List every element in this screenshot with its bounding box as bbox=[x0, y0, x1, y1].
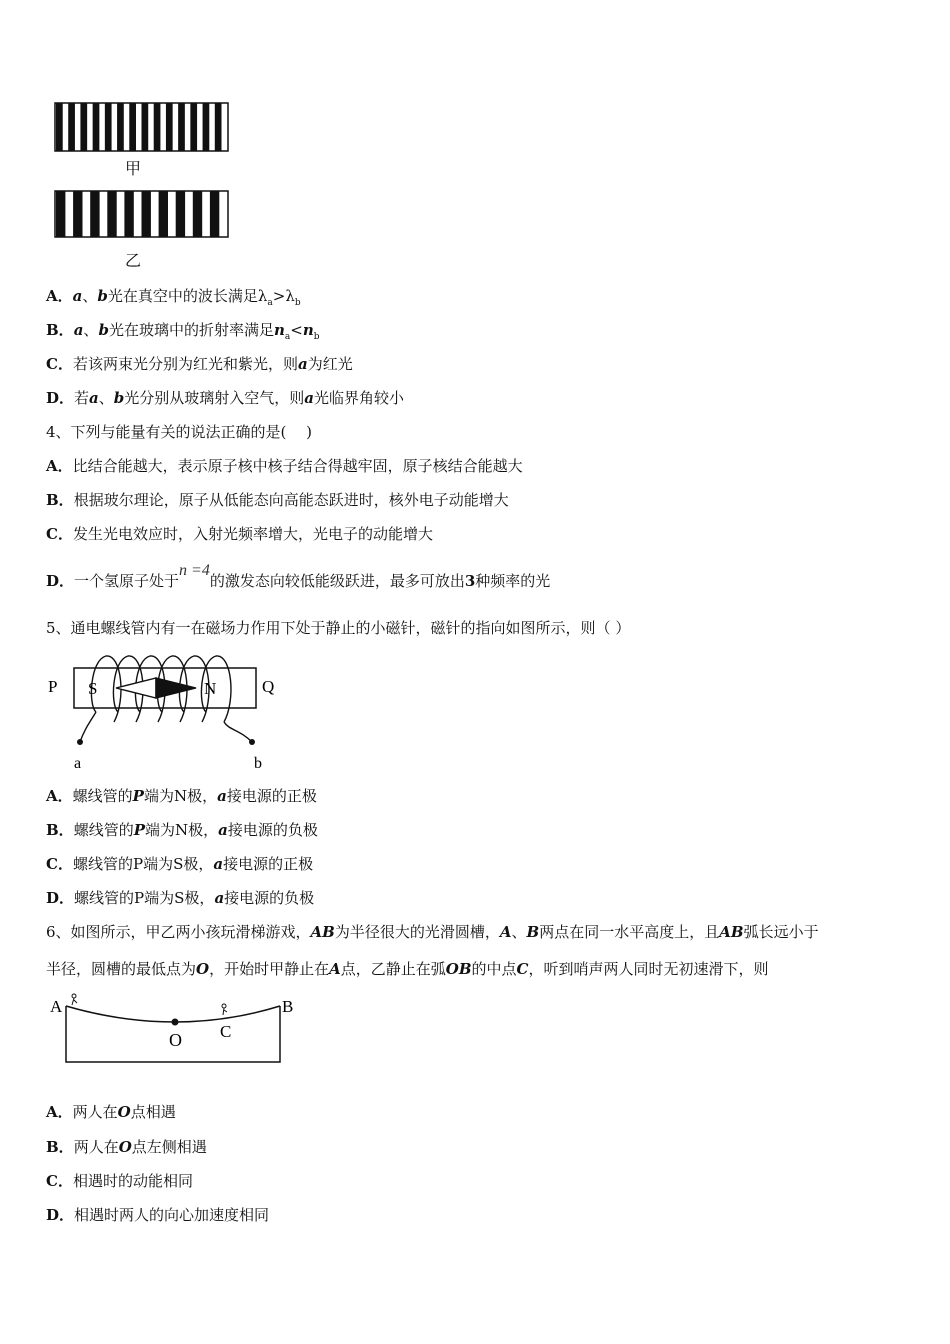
lead-a-terminal bbox=[77, 739, 83, 745]
q4-option-d: D．一个氢原子处于n =4的激发态向较低能级跃进，最多可放出3种频率的光 bbox=[46, 562, 551, 590]
child-yi-icon bbox=[222, 1004, 227, 1015]
grating-stripe bbox=[117, 103, 124, 151]
track-figure bbox=[48, 992, 300, 1068]
lead-b-label: b bbox=[254, 755, 262, 772]
grating-stripe bbox=[56, 103, 63, 151]
lead-a-label: a bbox=[74, 755, 82, 772]
grating-stripe bbox=[142, 103, 149, 151]
solenoid-coil bbox=[80, 656, 252, 742]
q3-option-c: C．若该两束光分别为红光和紫光，则a为红光 bbox=[46, 355, 353, 373]
q6-stem-line-2: 半径，圆槽的最低点为O，开始时甲静止在A点，乙静止在弧OB的中点C，听到哨声两人同时无初速滑下，则 bbox=[46, 960, 769, 978]
child-jia-icon bbox=[72, 994, 77, 1005]
grating-stripe bbox=[93, 103, 100, 151]
grating-stripe bbox=[178, 103, 185, 151]
q6-option-a: A．两人在O点相遇 bbox=[46, 1103, 176, 1121]
track-label-o: O bbox=[169, 1030, 182, 1050]
n-equals-4-formula: n =4 bbox=[179, 562, 210, 579]
grating-stripe bbox=[129, 103, 136, 151]
grating-stripe bbox=[210, 191, 219, 237]
q6-option-b: B．两人在O点左侧相遇 bbox=[46, 1138, 207, 1156]
point-o bbox=[172, 1019, 179, 1026]
grating-stripe bbox=[203, 103, 210, 151]
track-label-c: C bbox=[220, 1022, 232, 1041]
grating-stripe bbox=[215, 103, 222, 151]
q3-option-a: A．a、b光在真空中的波长满足$\lambda_a>\lambda_b$ bbox=[46, 287, 301, 308]
q6-option-d: D．相遇时两人的向心加速度相同 bbox=[46, 1206, 270, 1224]
grating-stripe bbox=[124, 191, 133, 237]
solenoid-figure bbox=[44, 650, 294, 775]
q3-option-d: D．若a、b光分别从玻璃射入空气，则a光临界角较小 bbox=[46, 389, 405, 407]
lead-b-terminal bbox=[249, 739, 255, 745]
grating-a-caption: 甲 bbox=[125, 159, 142, 178]
track-label-a: A bbox=[50, 997, 63, 1016]
grating-stripe bbox=[166, 103, 173, 151]
grating-stripe bbox=[80, 103, 87, 151]
q5-option-c: C．螺线管的P端为S极，a接电源的正极 bbox=[46, 855, 314, 873]
needle-n-half bbox=[156, 678, 196, 698]
q5-option-a: A．螺线管的P端为N极，a接电源的正极 bbox=[46, 787, 317, 805]
solenoid-label-p: P bbox=[48, 677, 58, 696]
grating-stripe bbox=[90, 191, 99, 237]
q6-option-c: C．相遇时的动能相同 bbox=[46, 1172, 193, 1190]
q4-option-c: C．发生光电效应时，入射光频率增大，光电子的动能增大 bbox=[46, 525, 433, 543]
q5-stem: 5、通电螺线管内有一在磁场力作用下处于静止的小磁针，磁针的指向如图所示，则（ ） bbox=[46, 619, 631, 637]
grating-stripe bbox=[142, 191, 151, 237]
grating-stripe bbox=[176, 191, 185, 237]
grating-figure-a bbox=[54, 102, 229, 152]
solenoid-label-q: Q bbox=[262, 677, 275, 696]
grating-stripe bbox=[56, 191, 65, 237]
grating-figure-b bbox=[54, 190, 229, 238]
track-label-b: B bbox=[282, 997, 294, 1016]
grating-stripe bbox=[193, 191, 202, 237]
core-label-s: S bbox=[88, 679, 98, 698]
core-label-n: N bbox=[204, 679, 217, 698]
grating-stripe bbox=[107, 191, 116, 237]
q3-option-b: B．a、b光在玻璃中的折射率满足$n_a<n_b$ bbox=[46, 321, 320, 342]
grating-stripe bbox=[105, 103, 112, 151]
grating-stripe bbox=[159, 191, 168, 237]
q5-option-b: B．螺线管的P端为N极，a接电源的负极 bbox=[46, 821, 318, 839]
grating-stripe bbox=[154, 103, 161, 151]
q4-stem: 4、下列与能量有关的说法正确的是( ) bbox=[46, 423, 313, 441]
grating-stripe bbox=[190, 103, 197, 151]
q4-option-a: A．比结合能越大，表示原子核中核子结合得越牢固，原子核结合能越大 bbox=[46, 457, 523, 475]
q6-stem-line-1: 6、如图所示，甲乙两小孩玩滑梯游戏，AB为半径很大的光滑圆槽，A、B两点在同一水平高度上，且AB弧长远小于 bbox=[46, 923, 819, 941]
grating-stripe bbox=[73, 191, 82, 237]
grating-stripe bbox=[68, 103, 75, 151]
q5-option-d: D．螺线管的P端为S极，a接电源的负极 bbox=[46, 889, 315, 907]
q4-option-b: B．根据玻尔理论，原子从低能态向高能态跃进时，核外电子动能增大 bbox=[46, 491, 509, 509]
grating-b-caption: 乙 bbox=[125, 251, 142, 270]
